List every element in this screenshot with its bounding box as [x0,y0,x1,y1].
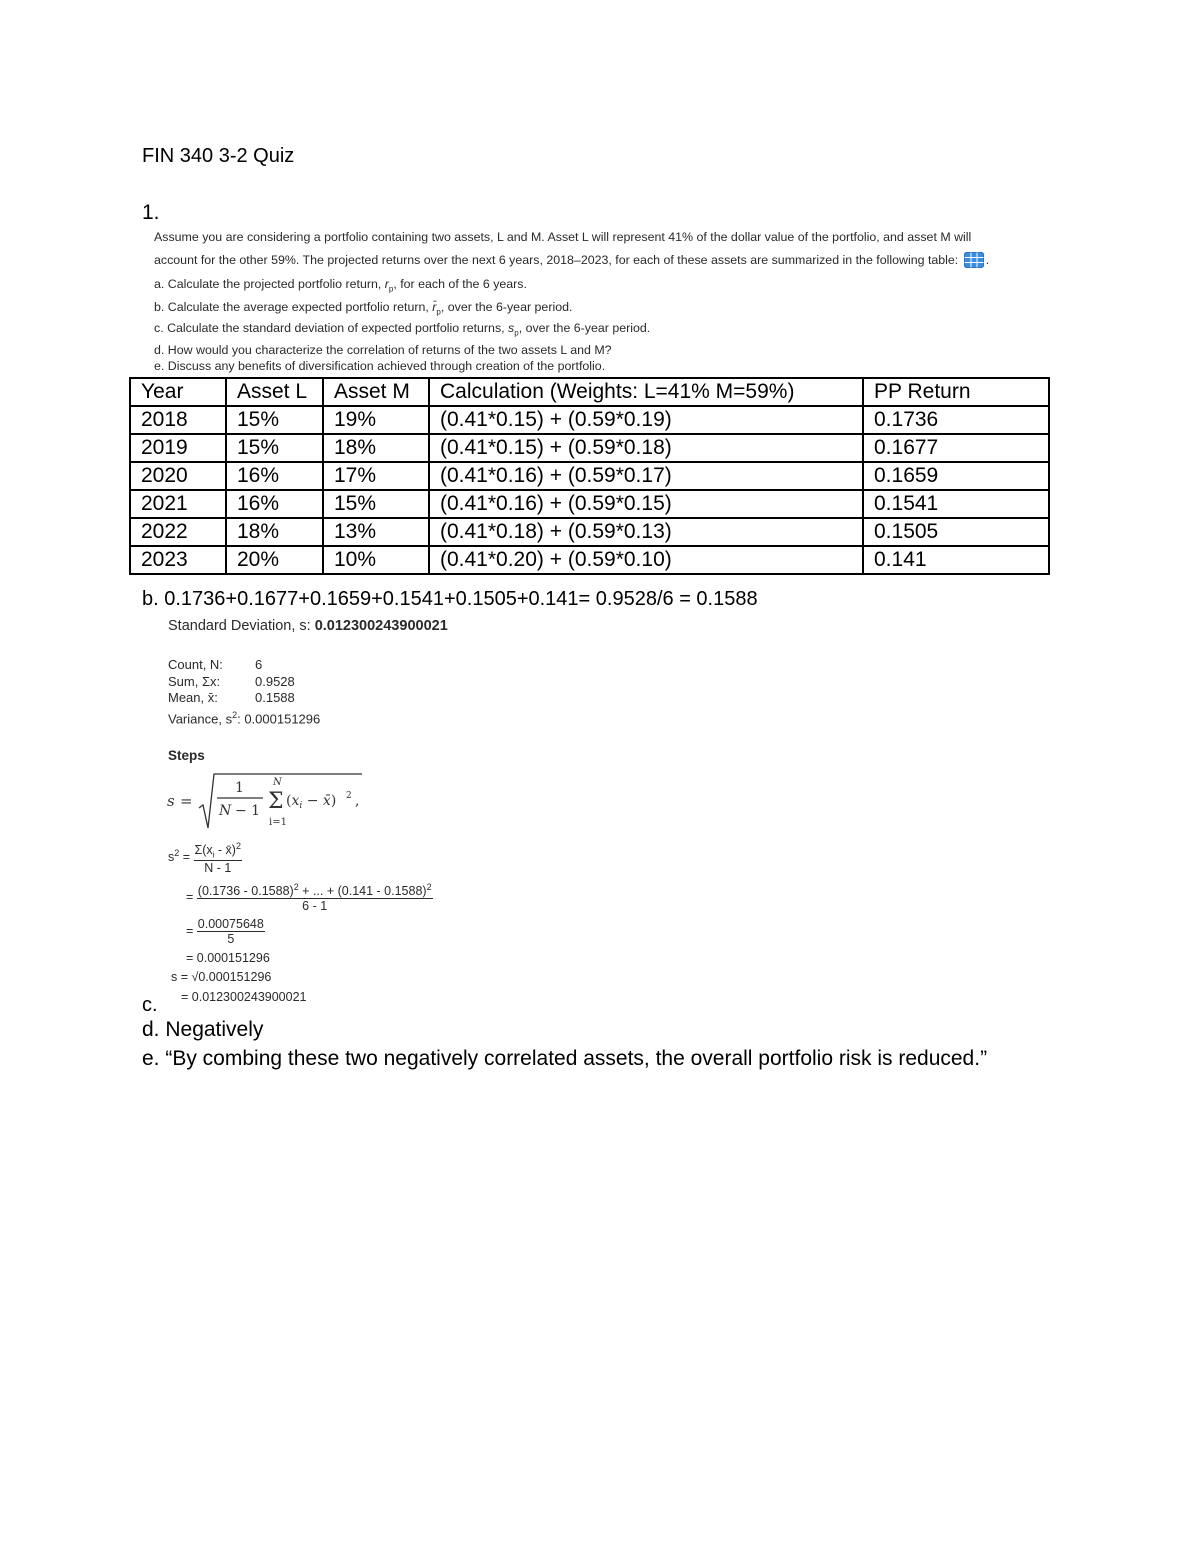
prompt-part-e: e. Discuss any benefits of diversification achieved through creation of the portfolio. [154,359,606,373]
question-number: 1. [142,201,160,224]
cell-year: 2022 [130,518,226,546]
prompt-part-a: a. Calculate the projected portfolio return, $r_p$, for each of the 6 years. [154,277,527,294]
cell-asset-l: 15% [226,434,323,462]
prompt-part-d: d. How would you characterize the correlation of returns of the two assets L and M? [154,343,612,357]
cell-asset-m: 15% [323,490,429,518]
stat-value: 6 [255,657,263,672]
step-s-lhs: s = [171,970,189,984]
stat-sum [168,674,320,691]
step-s2-numerator: Σ(x [194,843,213,858]
cell-year: 2018 [130,406,226,434]
answer-c: c. [142,994,158,1016]
svg-text:i=1: i=1 [269,817,287,828]
table-row [130,462,1049,490]
stat-label: Variance, s [168,710,233,726]
cell-asset-m: 10% [323,546,429,574]
part-a-text-end: , for each of the 6 years. [393,277,527,291]
std-dev-result [168,618,448,634]
std-dev-label: Standard Deviation, s: [168,618,315,634]
prompt-line-2-text: account for the other 59%. The projected returns over the next 6 years, 2018–2023, for each of these assets are summarized in the following table: [154,253,959,267]
header-pp-return: PP Return [863,378,1049,406]
cell-pp-return: 0.1541 [863,490,1049,518]
cell-pp-return: 0.1505 [863,518,1049,546]
answer-b: b. 0.1736+0.1677+0.1659+0.1541+0.1505+0.141= 0.9528/6 = 0.1588 [142,588,758,610]
returns-table [129,377,1050,575]
page-title: FIN 340 3-2 Quiz [142,145,295,167]
stat-value: 0.000151296 [244,710,321,726]
stat-value: 0.9528 [255,673,295,689]
table-row [130,518,1049,546]
cell-calculation: (0.41*0.18) + (0.59*0.13) [429,518,863,546]
step-variance-result: = 0.000151296 [186,951,270,965]
table-row [130,434,1049,462]
steps-heading: Steps [168,748,205,763]
stat-count [168,657,320,674]
header-year: Year [130,378,226,406]
table-row [130,406,1049,434]
step-sqrt [171,970,271,984]
stat-mean [168,690,320,707]
svg-text:Σ: Σ [268,789,284,814]
svg-text:N: N [219,803,232,819]
step-s-sqrt: √0.000151296 [191,970,272,984]
prompt-part-c: c. Calculate the standard deviation of expected portfolio returns, $s_p$, over the 6-year period. [154,321,651,338]
svg-text:− 1: − 1 [235,803,261,819]
cell-year: 2020 [130,462,226,490]
step-s2-numerator-end: - x̄) [214,843,236,858]
part-c-text-end: , over the 6-year period. [518,321,651,335]
cell-calculation: (0.41*0.16) + (0.59*0.15) [429,490,863,518]
cell-asset-m: 17% [323,462,429,490]
svg-text:,: , [355,793,360,809]
step-s-result: = 0.012300243900021 [181,990,307,1004]
prompt-line-1: Assume you are considering a portfolio containing two assets, L and M. Asset L will represent 41% of the dollar value of the portfolio, and asset M will [154,230,972,244]
cell-calculation: (0.41*0.16) + (0.59*0.17) [429,462,863,490]
step-divide: = $\frac{0.00075648}{5}$ [186,917,264,946]
step-divide-numerator: 0.00075648 [197,917,264,931]
cell-asset-l: 16% [226,490,323,518]
stat-variance: Variance, $s^2$: 0.000151296 [168,709,321,726]
cell-calculation: (0.41*0.20) + (0.59*0.10) [429,546,863,574]
step-expand-num-a: (0.1736 - 0.1588) [197,884,294,899]
header-asset-m: Asset M [323,378,429,406]
step-s2-lhs: s [168,850,175,865]
cell-asset-l: 20% [226,546,323,574]
svg-text:2: 2 [346,791,352,801]
std-dev-formula [165,770,375,837]
svg-text:1: 1 [235,780,244,796]
cell-asset-m: 19% [323,406,429,434]
table-row [130,546,1049,574]
step-s2-denominator: N - 1 [204,860,232,875]
cell-asset-l: 16% [226,462,323,490]
part-c-text: c. Calculate the standard deviation of expected portfolio returns, [154,321,509,335]
svg-text:N: N [273,777,282,788]
stats-block [168,657,320,727]
part-b-text-end: , over the 6-year period. [440,300,573,314]
step-expand-denominator: 6 - 1 [302,899,328,914]
cell-pp-return: 0.1659 [863,462,1049,490]
cell-asset-m: 13% [323,518,429,546]
cell-asset-m: 18% [323,434,429,462]
step-expand-num-b: + ... + (0.141 - 0.1588) [298,884,427,899]
svg-text:s: s [167,792,175,810]
stat-label: Mean, x̄: [168,690,218,705]
cell-pp-return: 0.141 [863,546,1049,574]
step-variance-formula: $s^2$ = $\frac{\Sigma(x_i - x̄)^2}{N - 1}$ [168,841,241,875]
answer-d: d. Negatively [142,1018,264,1041]
header-calculation: Calculation (Weights: L=41% M=59%) [429,378,863,406]
step-divide-denominator: 5 [227,932,235,946]
table-header-row [130,378,1049,406]
step-expand-fraction: $\frac{(0.1736 - 0.1588)^2 + ... + (0.141 - 0.1588)^2}{6 - 1}$ [197,882,432,914]
prompt-line-2 [154,252,989,268]
cell-asset-l: 15% [226,406,323,434]
cell-pp-return: 0.1677 [863,434,1049,462]
cell-year: 2021 [130,490,226,518]
cell-pp-return: 0.1736 [863,406,1049,434]
table-row [130,490,1049,518]
svg-text:=: = [180,792,193,810]
stat-value: 0.1588 [255,690,295,705]
cell-calculation: (0.41*0.15) + (0.59*0.19) [429,406,863,434]
cell-year: 2023 [130,546,226,574]
header-asset-l: Asset L [226,378,323,406]
table-grid-icon[interactable] [964,252,984,268]
prompt-line-2-end: . [985,253,990,267]
step-expand: = $\frac{(0.1736 - 0.1588)^2 + ... + (0.141 - 0.1588)^2}{6 - 1}$ [186,882,432,914]
prompt-part-b: b. Calculate the average expected portfolio return, $r̄_p$, over the 6-year period. [154,300,573,317]
part-b-text: b. Calculate the average expected portfolio return, [154,300,433,314]
part-a-text: a. Calculate the projected portfolio return, [154,277,385,291]
cell-calculation: (0.41*0.15) + (0.59*0.18) [429,434,863,462]
step-s2-fraction: $\frac{\Sigma(x_i - x̄)^2}{N - 1}$ [194,841,241,875]
stat-label: Sum, Σx: [168,673,221,689]
svg-text:(xi − x̄): ($x_i$ − x̄) [286,793,337,811]
answer-e: e. “By combing these two negatively correlated assets, the overall portfolio risk is reduced.” [142,1047,988,1070]
cell-year: 2019 [130,434,226,462]
cell-asset-l: 18% [226,518,323,546]
std-dev-value: 0.012300243900021 [314,618,448,634]
stat-label: Count, N: [168,657,223,672]
step-divide-fraction [197,917,265,946]
